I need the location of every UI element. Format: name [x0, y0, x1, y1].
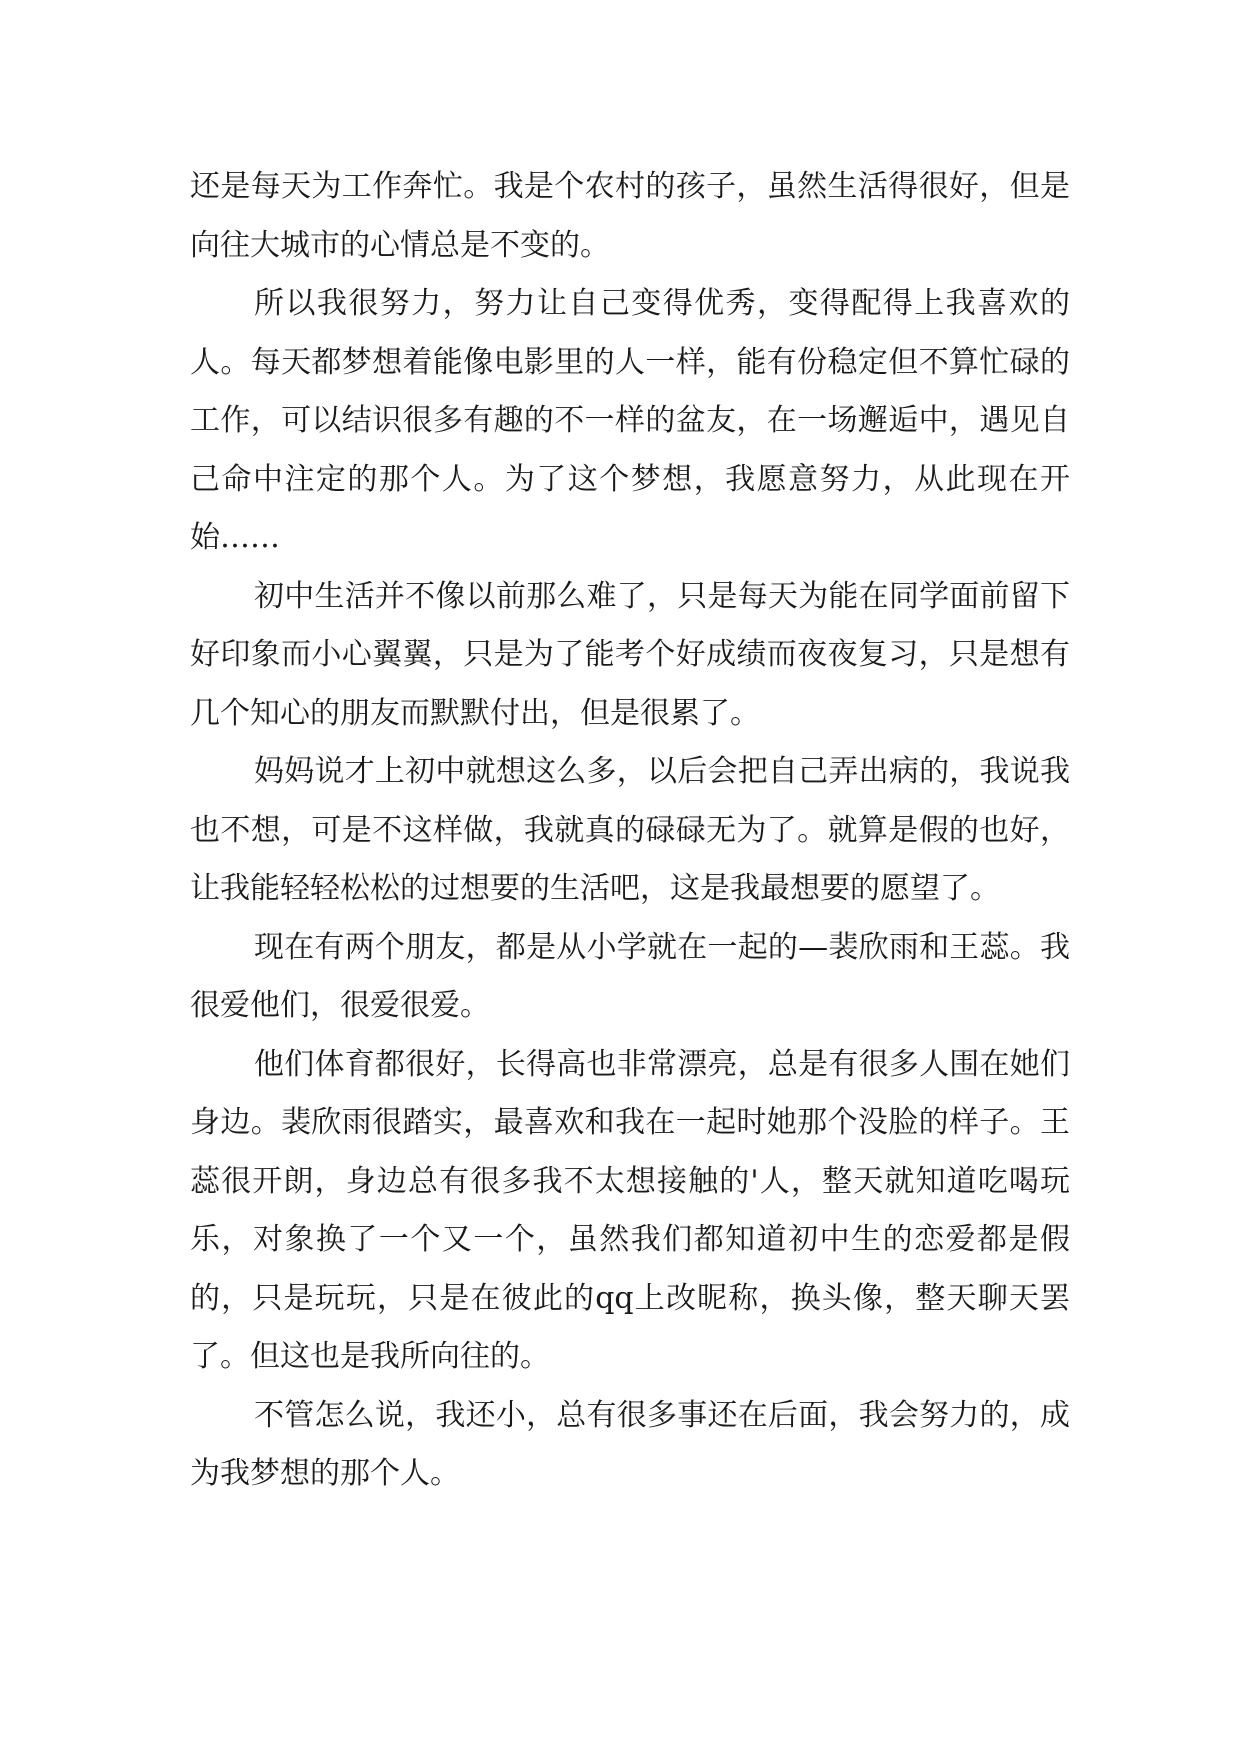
paragraph-6: 他们体育都很好，长得高也非常漂亮，总是有很多人围在她们身边。裴欣雨很踏实，最喜欢和我在一起时她那个没脸的样子。王蕊很开朗，身边总有很多我不太想接触的'人，整天就知道吃喝玩乐，对象换了一个又一个，虽然我们都知道初中生的恋爱都是假的，只是玩玩，只是在彼此的qq上改昵称，换头像，整天聊天罢了。但这也是我所向往的。: [190, 1046, 1070, 1374]
paragraph-4: 妈妈说才上初中就想这么多，以后会把自己弄出病的，我说我也不想，可是不这样做，我就真的碌碌无为了。就算是假的也好，让我能轻轻松松的过想要的生活吧，这是我最想要的愿望了。: [190, 754, 1070, 906]
paragraph-7: 不管怎么说，我还小，总有很多事还在后面，我会努力的，成为我梦想的那个人。: [190, 1397, 1070, 1491]
document-body: [190, 158, 1070, 1504]
paragraph-3: 初中生活并不像以前那么难了，只是每天为能在同学面前留下好印象而小心翼翼，只是为了能考个好成绩而夜夜复习，只是想有几个知心的朋友而默默付出，但是很累了。: [190, 578, 1070, 731]
paragraph-5: 现在有两个朋友，都是从小学就在一起的—裴欣雨和王蕊。我很爱他们，很爱很爱。: [190, 929, 1070, 1023]
paragraph-1: 还是每天为工作奔忙。我是个农村的孩子，虽然生活得很好，但是向往大城市的心情总是不变的。: [190, 169, 1070, 263]
paragraph-2: 所以我很努力，努力让自己变得优秀，变得配得上我喜欢的人。每天都梦想着能像电影里的人一样，能有份稳定但不算忙碌的工作，可以结识很多有趣的不一样的盆友，在一场邂逅中，遇见自己命中注定的那个人。为了这个梦想，我愿意努力，从此现在开始……: [190, 286, 1070, 555]
